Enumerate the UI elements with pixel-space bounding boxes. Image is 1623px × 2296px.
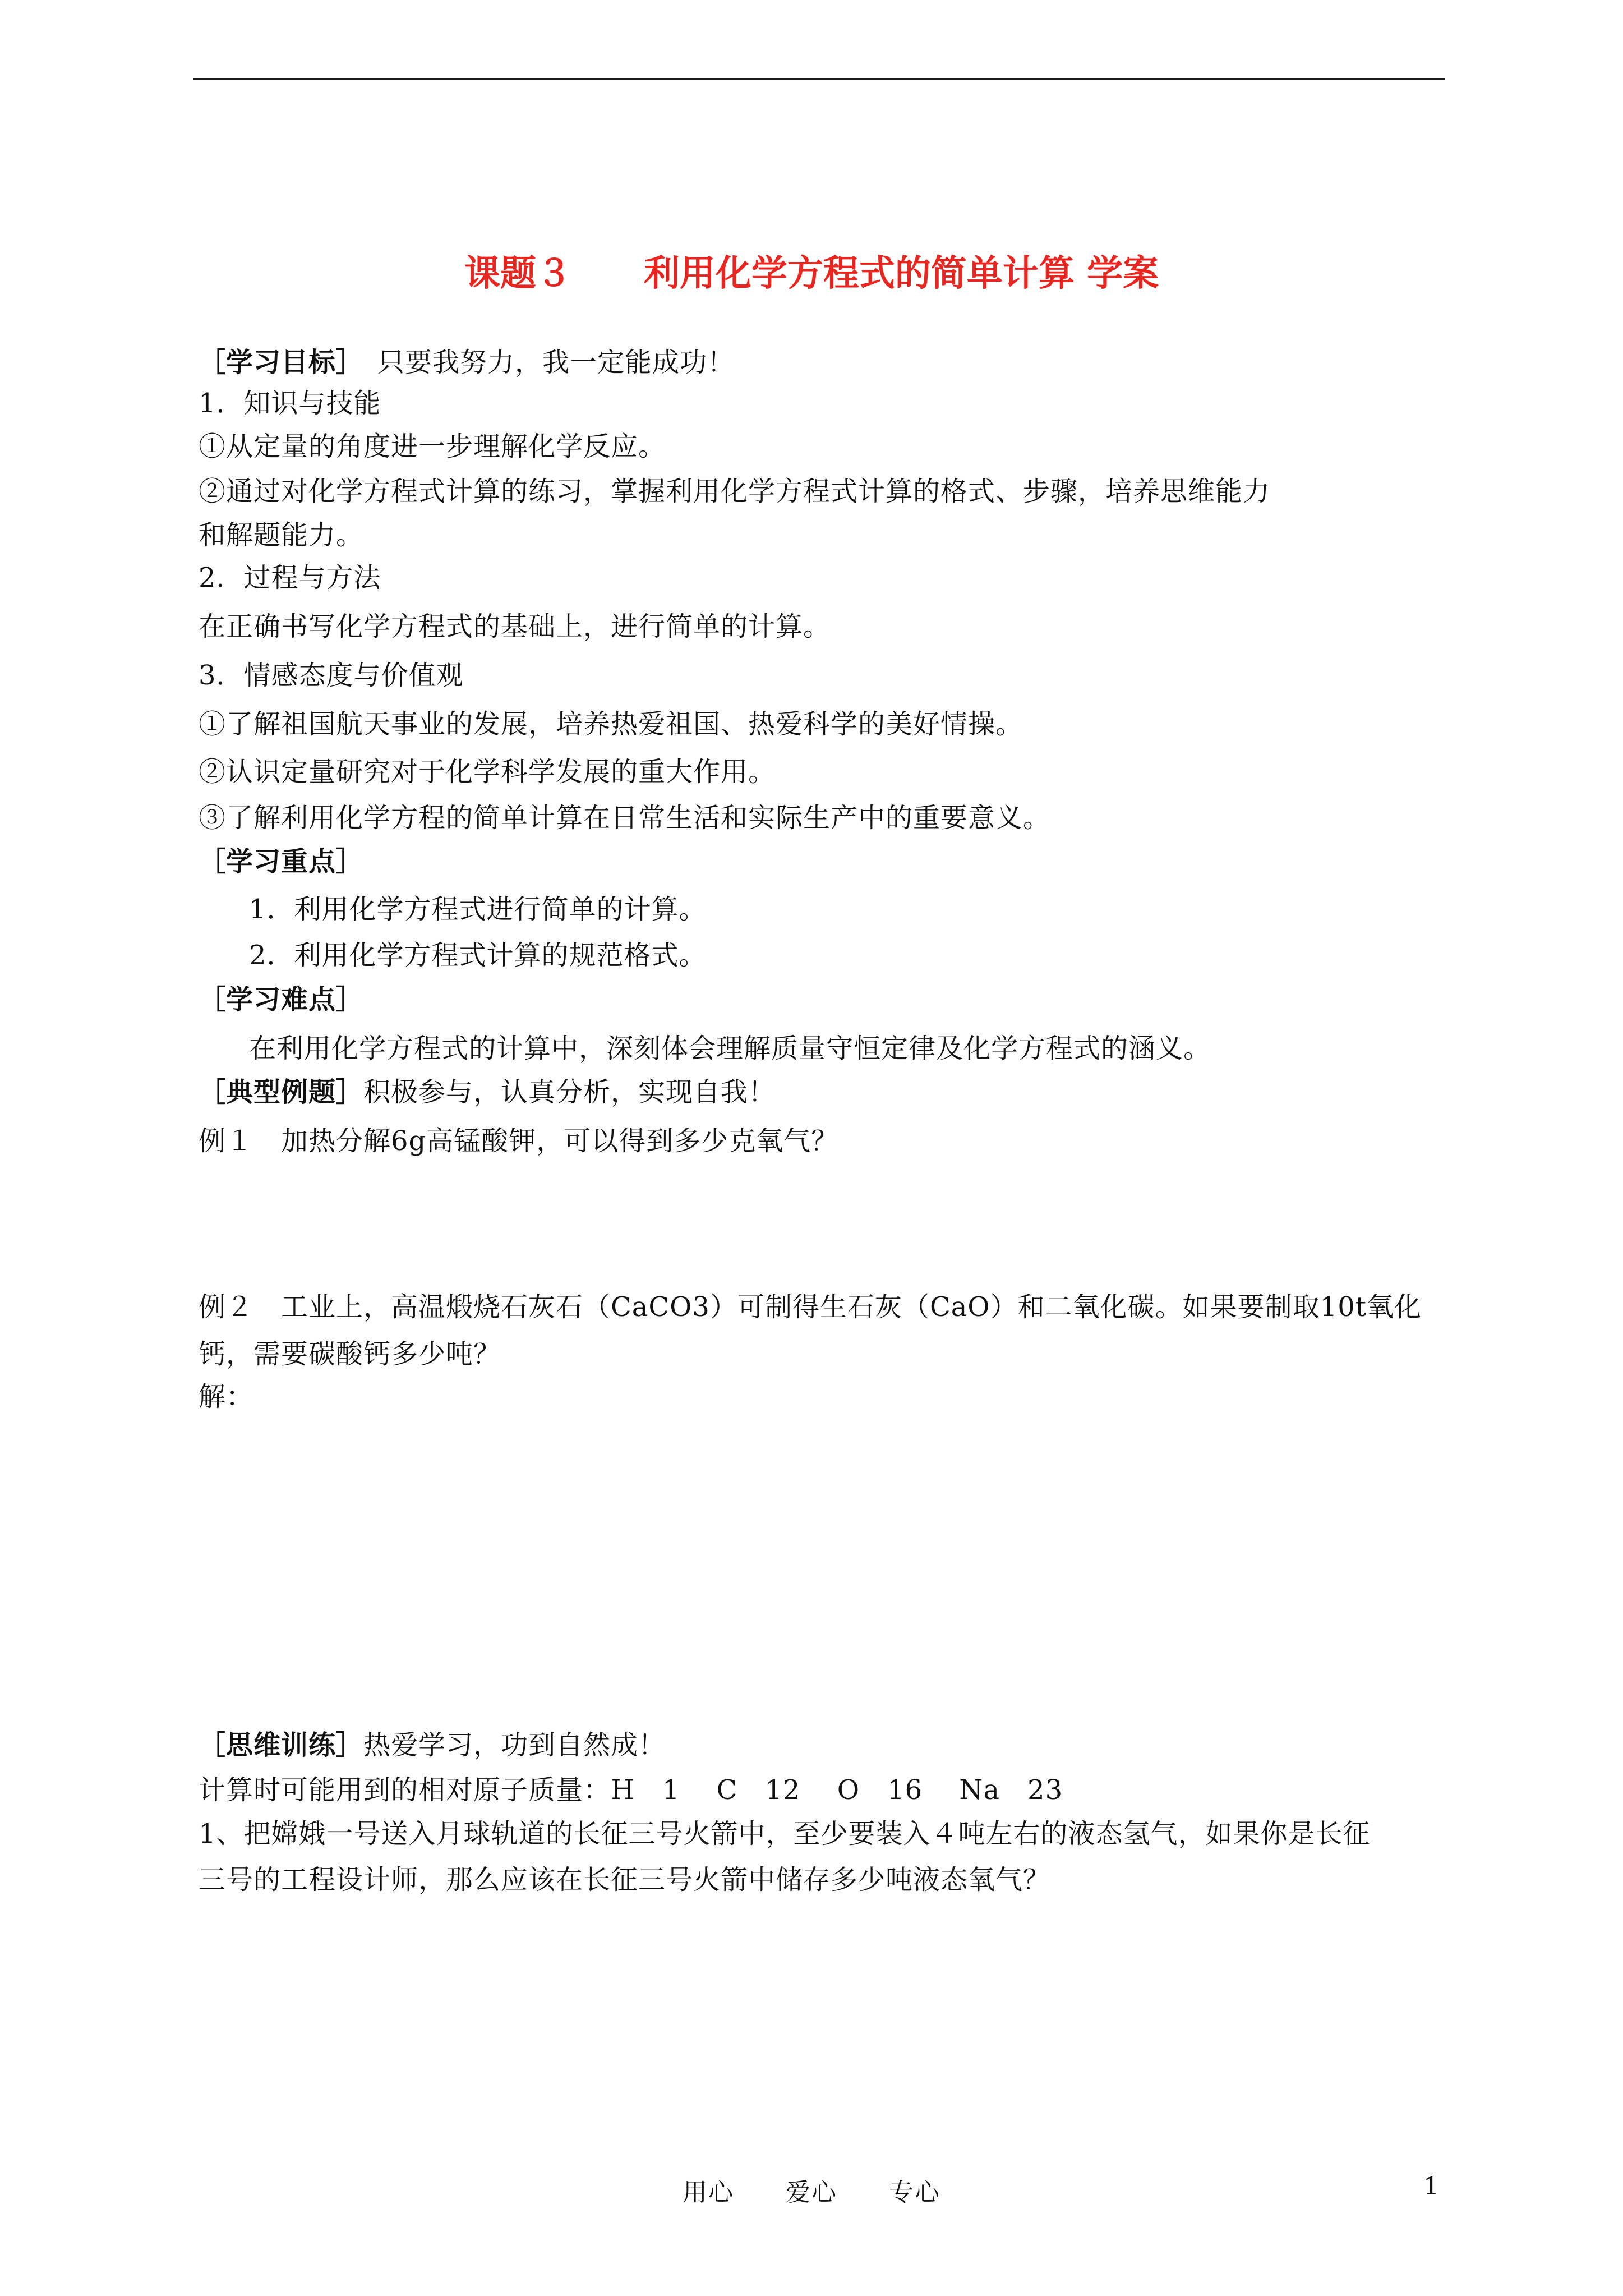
key-point-1: 1．利用化学方程式进行简单的计算。 <box>249 894 707 925</box>
examples-motto: 积极参与，认真分析，实现自我！ <box>363 1076 776 1108</box>
question-1-line-1: 1、把嫦娥一号送入月球轨道的长征三号火箭中，至少要装入４吨左右的液态氢气，如果你是长征 <box>199 1818 1371 1849</box>
example-2-line-2: 钙，需要碳酸钙多少吨？ <box>199 1338 501 1370</box>
knowledge-item-2-line-2: 和解题能力。 <box>199 519 364 551</box>
training-motto: 热爱学习，功到自然成！ <box>363 1729 666 1761</box>
section-knowledge-title: 1．知识与技能 <box>199 388 381 419</box>
training-heading: ［思维训练］ <box>199 1729 364 1761</box>
attitude-item-2: ②认识定量研究对于化学科学发展的重大作用。 <box>199 756 776 788</box>
example-2-line-1: 例２ 工业上，高温煅烧石灰石（CaCO3）可制得生石灰（CaO）和二氧化碳。如果要制取10t氧化 <box>199 1291 1422 1323</box>
example-1: 例１ 加热分解6g高锰酸钾，可以得到多少克氧气？ <box>199 1125 839 1157</box>
key-points-heading: ［学习重点］ <box>199 846 364 877</box>
attitude-item-3: ③了解利用化学方程的简单计算在日常生活和实际生产中的重要意义。 <box>199 802 1051 834</box>
training-heading-line <box>199 1729 666 1761</box>
difficulties-heading: ［学习难点］ <box>199 984 364 1015</box>
difficulty-1: 在利用化学方程式的计算中，深刻体会理解质量守恒定律及化学方程式的涵义。 <box>249 1033 1211 1064</box>
page-number: 1 <box>1423 2172 1439 2201</box>
footer-motto: 用心 爱心 专心 <box>683 2178 940 2207</box>
header-rule <box>193 78 1445 80</box>
knowledge-item-1: ①从定量的角度进一步理解化学反应。 <box>199 431 666 462</box>
section-process-title: 2．过程与方法 <box>199 562 381 593</box>
page-title: 课题３ 利用化学方程式的简单计算 学案 <box>464 253 1159 295</box>
section-attitude-title: 3．情感态度与价值观 <box>199 660 464 691</box>
key-point-2: 2．利用化学方程式计算的规范格式。 <box>249 940 707 971</box>
solution-label: 解： <box>199 1381 254 1412</box>
attitude-item-1: ①了解祖国航天事业的发展，培养热爱祖国、热爱科学的美好情操。 <box>199 708 1023 740</box>
examples-heading-line <box>199 1076 776 1108</box>
objectives-heading: ［学习目标］ <box>199 347 351 378</box>
objectives-motto: 只要我努力，我一定能成功！ <box>377 347 735 378</box>
process-item-1: 在正确书写化学方程式的基础上，进行简单的计算。 <box>199 611 831 642</box>
atomic-masses: 计算时可能用到的相对原子质量：H 1 C 12 O 16 Na 23 <box>199 1774 1063 1806</box>
knowledge-item-2-line-1: ②通过对化学方程式计算的练习，掌握利用化学方程式计算的格式、步骤，培养思维能力 <box>199 476 1271 507</box>
examples-heading: ［典型例题］ <box>199 1076 364 1108</box>
objectives-heading-line <box>199 349 735 376</box>
question-1-line-2: 三号的工程设计师，那么应该在长征三号火箭中储存多少吨液态氧气？ <box>199 1864 1051 1895</box>
